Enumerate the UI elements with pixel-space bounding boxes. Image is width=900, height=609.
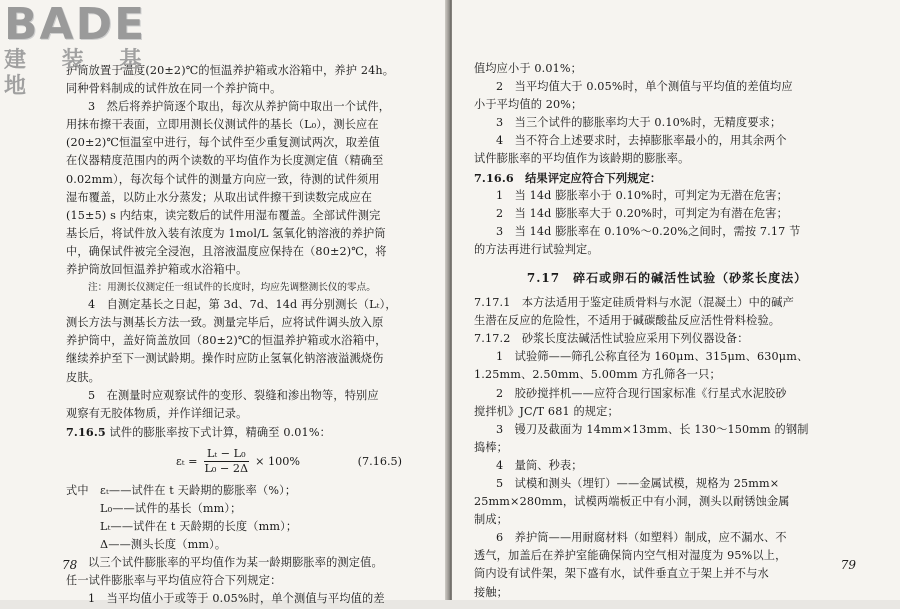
body-line: 5 试模和测头（埋钉）——金属试模，规格为 25mm× [496,476,780,490]
equation-number: (7.16.5) [357,455,402,469]
body-line: 继续养护至下一测试龄期。操作时应防止氢氧化钠溶液溢溅烧伤 [66,352,384,366]
body-line: 制成； [474,513,509,527]
body-line: 生潜在反应的危险性，不适用于碱碳酸盐反应活性骨料检验。 [474,314,781,328]
body-line: 3 当三个试件的膨胀率均大于 0.10%时，无精度要求； [496,116,782,130]
body-line: 4 当不符合上述要求时，去掉膨胀率最小的，用其余两个 [496,134,787,148]
body-line: 养护筒放回恒温养护箱或水浴箱中。 [66,263,248,277]
body-line: 小于平均值的 20%； [474,98,583,112]
clause-line [66,423,420,442]
body-line: 0.02mm），每次每个试件的测量方向应一致，待测的试件须用 [66,172,380,186]
where-line: L₀——试件的基长（mm）； [100,501,242,515]
body-line: 1 试验筛——筛孔公称直径为 160μm、315μm、630μm、 [496,350,809,364]
formula [66,442,420,482]
body-line: 3 然后将养护筒逐个取出，每次从养护筒中取出一个试件， [88,100,391,114]
body-line: 试件膨胀率的平均值作为该龄期的膨胀率。 [474,152,690,166]
body-line: 观察有无胶体物质，并作详细记录。 [66,406,248,420]
clause-number: 7.16.5 [66,424,106,439]
watermark-subtitle: 建 装 基 地 [4,48,156,99]
body-line: 2 当 14d 膨胀率大于 0.20%时，可判定为有潜在危害； [496,206,788,220]
formula-fraction [202,447,252,476]
body-line: 中，确保试件被完全浸泡，且溶液温度应保持在（80±2)℃，将 [66,244,387,258]
where-line: Lₜ——试件在 t 天龄期的长度（mm）； [100,520,298,534]
page-number: 78 [62,558,78,572]
clause-text: 试件的膨胀率按下式计算，精确至 0.01%： [109,425,331,439]
body-line: 湿布覆盖，以防止水分蒸发；从取出试件擦干到读数完成应在 [66,190,373,204]
body-line: 护筒放置于温度(20±2)℃的恒温养护箱或水浴箱中，养护 24h。 [66,64,395,77]
formula-lhs: εₜ = [176,455,198,469]
body-line: (15±5) s 内结束，读完数后的试件用湿布覆盖。全部试件测完 [66,208,381,222]
section-title: 7.17 碎石或卵石的碱活性试验（砂浆长度法） [526,271,808,286]
where-line: Δ——测头长度（mm）。 [100,538,227,552]
body-line: 用抹布擦干表面，立即用测长仪测试件的基长（L₀），测长应在 [66,118,379,132]
formula-tail: × 100% [255,455,301,469]
formula-denominator: L₀ − 2Δ [204,462,249,476]
body-line: 25mm×280mm，试模两端板正中有小洞，测头以耐锈蚀金属 [474,495,790,509]
body-line: 1.25mm、2.50mm、5.00mm 方孔筛各一只； [474,368,721,382]
body-line: 值均应小于 0.01%； [474,62,583,75]
body-line: 2 当平均值大于 0.05%时，单个测值与平均值的差值均应 [496,80,793,94]
page-number: 79 [840,558,856,572]
body-line: 搅拌机》JC/T 681 的规定； [474,404,619,418]
body-line: 7.17.1 本方法适用于鉴定硅质骨料与水泥（混凝土）中的碱产 [474,296,794,310]
body-line: 基长后，将试件放入装有浓度为 1mol/L 氢氧化钠溶液的养护筒 [66,226,386,240]
body-line: 同种骨料制成的试件放在同一个养护筒中。 [66,82,282,96]
body-line: 6 养护筒——用耐腐材料（如塑料）制成，应不漏水、不 [496,531,787,545]
body-line: 在仪器精度范围内的两个读数的平均值作为长度测定值（精确至 [66,154,384,168]
note: 注：用测长仪测定任一组试件的长度时，均应先调整测长仪的零点。 [88,282,376,294]
body-line: 5 在测量时应观察试件的变形、裂缝和渗出物等，特别应 [88,388,379,402]
right-page [452,0,900,600]
clause-line: 7.16.6 结果评定应符合下列规定： [474,170,662,185]
body-line: 1 当 14d 膨胀率小于 0.10%时，可判定为无潜在危害； [496,188,788,202]
body-line: 7.17.2 砂浆长度法碱活性试验应采用下列仪器设备： [474,332,749,346]
body-line: 4 自测定基长之日起，第 3d、7d、14d 再分别测长（Lₜ）， [88,298,397,312]
body-line: 任一试件膨胀率与平均值应符合下列规定： [66,574,282,588]
body-line: 捣棒； [474,440,509,454]
body-line: 透气，加盖后在养护室能确保筒内空气相对湿度为 95%以上， [474,549,787,563]
where-line: 式中 εₜ——试件在 t 天龄期的膨胀率（%）； [66,483,297,497]
body-line: 3 当 14d 膨胀率在 0.10%～0.20%之间时，需按 7.17 节 [496,224,801,238]
body-line: 测长方法与测基长方法一致。测量完毕后，应将试件调头放入原 [66,316,384,330]
body-line: 4 量筒、秒表； [496,458,583,472]
body-line: 2 胶砂搅拌机——应符合现行国家标准《行星式水泥胶砂 [496,386,787,400]
body-line: 接触； [474,585,509,599]
body-line: 皮肤。 [66,370,101,384]
body-line: (20±2)℃恒温室中进行，每个试件至少重复测试两次，取差值 [66,136,380,150]
body-line: 的方法再进行试验判定。 [474,242,599,256]
body-line: 养护筒中，盖好筒盖放回（80±2)℃的恒温养护箱或水浴箱中， [66,334,387,348]
formula-numerator: Lₜ − L₀ [204,447,249,462]
watermark-word: BADE [4,0,147,50]
body-line: 3 镘刀及截面为 14mm×13mm、长 130～150mm 的钢制 [496,422,809,436]
body-line: 1 当平均值小于或等于 0.05%时，单个测值与平均值的差 [88,592,385,606]
body-line: 筒内设有试件架，架下盛有水，试件垂直立于架上并不与水 [474,567,769,581]
body-line: 以三个试件膨胀率的平均值作为某一龄期膨胀率的测定值。 [88,556,383,570]
